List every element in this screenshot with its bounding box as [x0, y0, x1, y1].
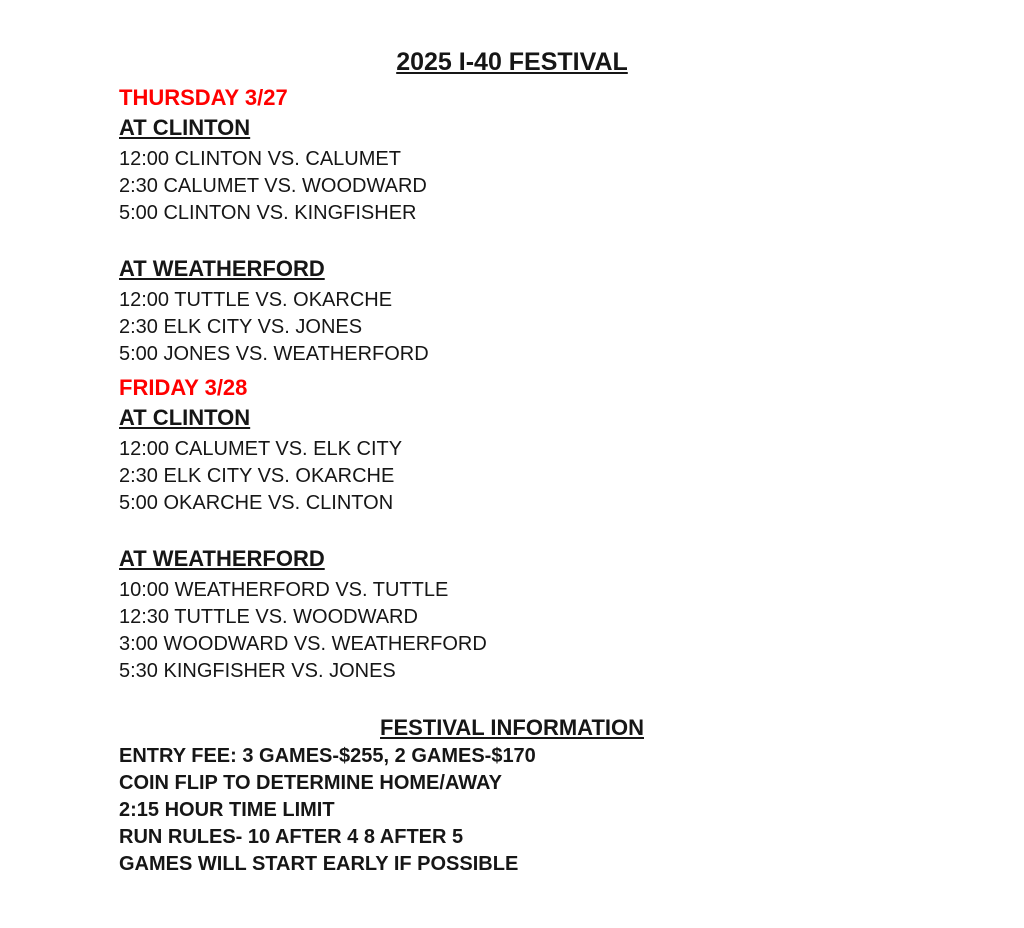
game-list — [119, 577, 964, 685]
day-heading-thursday: THURSDAY 3/27 — [119, 85, 288, 110]
game-line: 12:00 TUTTLE VS. OKARCHE — [119, 289, 393, 311]
game-line: 12:00 CALUMET VS. ELK CITY — [119, 438, 403, 460]
page-title: 2025 I-40 FESTIVAL — [396, 48, 628, 76]
venue-heading-weatherford: AT WEATHERFORD — [119, 546, 325, 571]
venue-section-thursday-clinton — [119, 113, 964, 227]
info-line: RUN RULES- 10 AFTER 4 8 AFTER 5 — [119, 826, 464, 848]
game-line: 5:00 CLINTON VS. KINGFISHER — [119, 202, 417, 224]
game-line: 5:00 JONES VS. WEATHERFORD — [119, 343, 429, 365]
day-heading-friday: FRIDAY 3/28 — [119, 375, 248, 400]
schedule-content — [119, 83, 964, 685]
venue-section-thursday-weatherford — [119, 254, 964, 368]
game-list — [119, 436, 964, 517]
venue-heading-clinton: AT CLINTON — [119, 115, 251, 140]
venue-heading-weatherford: AT WEATHERFORD — [119, 256, 325, 281]
game-line: 12:30 TUTTLE VS. WOODWARD — [119, 606, 418, 628]
venue-heading-clinton: AT CLINTON — [119, 405, 251, 430]
game-list — [119, 146, 964, 227]
game-line: 2:30 ELK CITY VS. OKARCHE — [119, 465, 395, 487]
info-line: ENTRY FEE: 3 GAMES-$255, 2 GAMES-$170 — [119, 745, 536, 767]
festival-information-lines — [119, 743, 1024, 878]
venue-section-friday-clinton — [119, 403, 964, 517]
game-list — [119, 287, 964, 368]
info-line: GAMES WILL START EARLY IF POSSIBLE — [119, 853, 519, 875]
day-section-thursday — [119, 83, 964, 368]
day-section-friday — [119, 373, 964, 685]
game-line: 10:00 WEATHERFORD VS. TUTTLE — [119, 579, 449, 601]
game-line: 12:00 CLINTON VS. CALUMET — [119, 148, 401, 170]
venue-section-friday-weatherford — [119, 544, 964, 685]
game-line: 2:30 CALUMET VS. WOODWARD — [119, 175, 427, 197]
game-line: 2:30 ELK CITY VS. JONES — [119, 316, 363, 338]
game-line: 5:30 KINGFISHER VS. JONES — [119, 660, 396, 682]
info-line: 2:15 HOUR TIME LIMIT — [119, 799, 335, 821]
festival-information-heading: FESTIVAL INFORMATION — [380, 715, 644, 740]
festival-information-section — [0, 713, 1024, 878]
info-line: COIN FLIP TO DETERMINE HOME/AWAY — [119, 772, 503, 794]
game-line: 3:00 WOODWARD VS. WEATHERFORD — [119, 633, 487, 655]
game-line: 5:00 OKARCHE VS. CLINTON — [119, 492, 394, 514]
